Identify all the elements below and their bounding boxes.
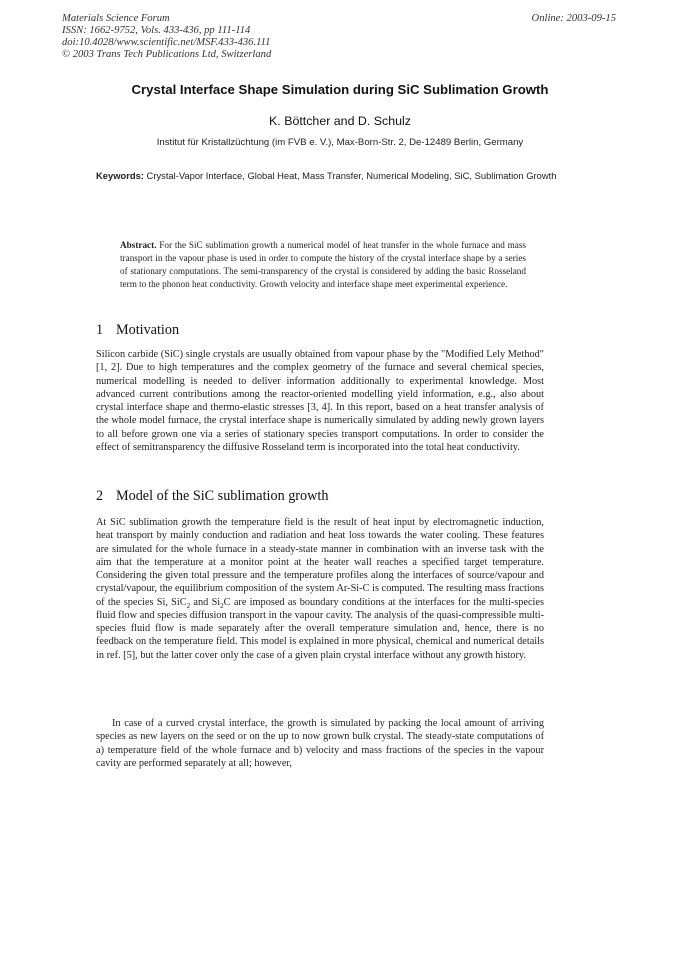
abstract <box>120 239 526 291</box>
journal-header <box>62 13 382 61</box>
paper-title: Crystal Interface Shape Simulation during SiC Sublimation Growth <box>131 82 549 97</box>
copyright-line: © 2003 Trans Tech Publications Ltd, Switzerland <box>62 49 272 60</box>
doi-line[interactable]: doi:10.4028/www.scientific.net/MSF.433-436.111 <box>62 37 271 48</box>
keywords-text: Crystal-Vapor Interface, Global Heat, Mass Transfer, Numerical Modeling, SiC, Sublimation Growth <box>146 170 557 181</box>
section-1-heading <box>96 322 179 339</box>
section-2-paragraph-1: At SiC sublimation growth the temperature field is the result of heat input by electromagnetic induction, heat transport by mainly conduction and radiation and heat loss towards the water cooling. These features are simulated for the whole furnace in a steady-state manner in combination with an inverse task with the aim that the temperature at a monitor point at the heater wall reaches a specified target temperature. Considering the given total pressure and the temperature profiles along the interfaces of source/vapour and crystal/vapour, the equilibrium composition of the system Ar-Si-C is computed. The resulting mass fractions of the species Si, SiC$_2$ and $Si_2C$ are imposed as boundary conditions at the interfaces for the multi-species fluid flow and species diffusion transport in the vapour cavity. The analysis of the quasi-compressible multi-species fluid flow is made separately after the overall temperature simulation and, hence, there is no feedback on the temperature field. This model is explained in more physical, chemical and numerical details in ref. [5], but the latter cover only the case of a given plain crystal interface without any growth history. <box>96 517 544 661</box>
keywords <box>96 170 566 182</box>
issn-line: ISSN: 1662-9752, Vols. 433-436, pp 111-114 <box>62 25 251 36</box>
section-1-paragraph: Silicon carbide (SiC) single crystals are usually obtained from vapour phase by the "Modified Lely Method" [1, 2]. Due to high temperatures and the complex geometry of the furnace and several chemical species, numerical modelling is needed to deliver information additionally to experimental knowledge. Most advanced current contributions among the reactor-oriented modelling yield information, e.g., also about crystal interface shape and thermo-elastic stresses [3, 4]. In this report, based on a heat transfer analysis of the whole model furnace, the crystal interface shape is numerically simulated by adding newly grown layers to all before grown one via a series of stationary species transport computations. In order to consider the effect of semitransparency the diffusive Rosseland term is incorporated into the total heat conductivity. <box>96 349 544 453</box>
section-1-number: 1 <box>96 322 104 338</box>
section-1-title: Motivation <box>116 322 180 338</box>
keywords-label: Keywords: <box>96 170 144 181</box>
section-2-heading <box>96 488 328 505</box>
section-2-number: 2 <box>96 488 104 504</box>
abstract-text: For the SiC sublimation growth a numerical model of heat transfer in the whole furnace and mass transport in the vapour phase is used in order to compute the history of the crystal interface shape by a series of stationary computations. The semi-transparency of the crystal is considered by adding the basic Rosseland term to the phonon heat conductivity. Growth velocity and interface shape meet experimental experience. <box>120 240 526 289</box>
online-date: Online: 2003-09-15 <box>531 13 616 24</box>
abstract-label: Abstract. <box>120 240 157 250</box>
authors: K. Böttcher and D. Schulz <box>269 114 411 128</box>
journal-name: Materials Science Forum <box>62 13 170 24</box>
section-2-title: Model of the SiC sublimation growth <box>116 488 329 504</box>
section-2-paragraph-2: In case of a curved crystal interface, the growth is simulated by packing the local amount of arriving species as new layers on the seed or on the up to now grown bulk crystal. The steady-state computations of a) temperature field of the whole furnace and b) velocity and mass fractions of the species in the vapour cavity are performed separately at all; however, <box>96 718 544 769</box>
affiliation: Institut für Kristallzüchtung (im FVB e. V.), Max-Born-Str. 2, De-12489 Berlin, Germany <box>156 137 524 148</box>
